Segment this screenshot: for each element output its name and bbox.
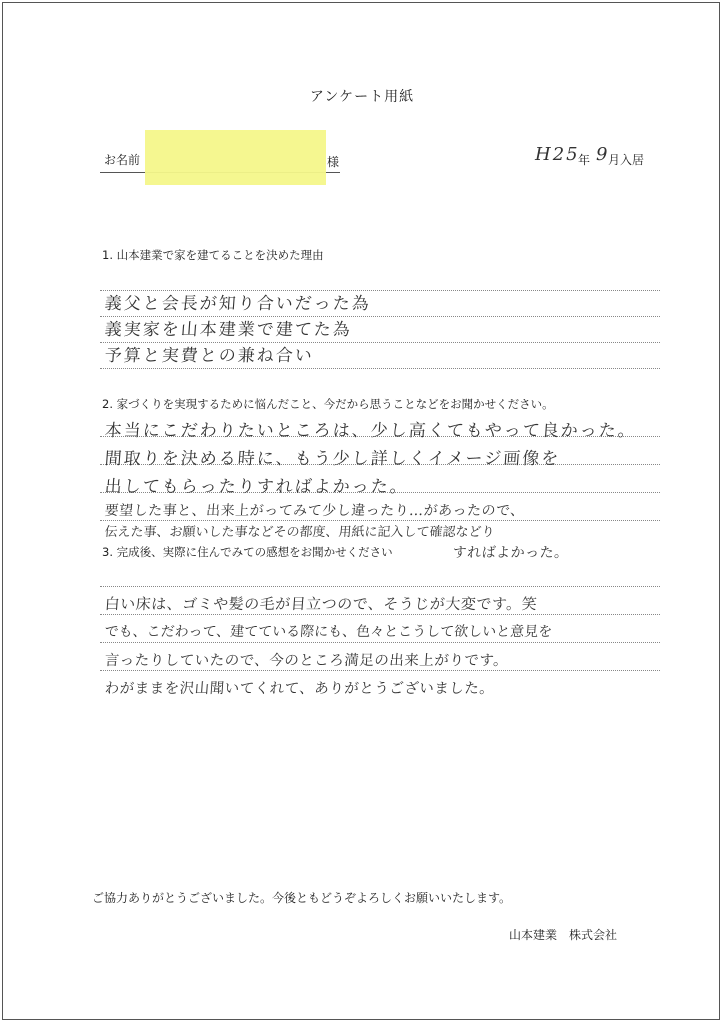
answer-rule [100, 642, 660, 643]
answer-rule [100, 670, 660, 671]
answer-2-line-5: 伝えた事、お願いした事などその都度、用紙に記入して確認などり [104, 525, 496, 540]
answer-rule [100, 586, 660, 587]
year-label: 年 [578, 153, 591, 167]
answer-1-line-1: 義父と会長が知り合いだった為 [104, 294, 372, 314]
question-3: 3. 完成後、実際に住んでみての感想をお聞かせください [102, 545, 393, 559]
move-in-era-year: H25 [535, 144, 580, 165]
answer-2-line-3: 出してもらったりすればよかった。 [104, 477, 410, 497]
answer-3-line-3: 言ったりしていたので、今のところ満足の出来上がりです。 [104, 653, 509, 669]
answer-2-line-2: 間取りを決める時に、もう少し詳しくイメージ画像を [104, 449, 561, 469]
answer-2-line-6: すればよかった。 [452, 545, 570, 561]
answer-rule [100, 368, 660, 369]
answer-3-line-2: でも、こだわって、建てている際にも、色々とこうして欲しいと意見を [104, 624, 553, 640]
form-title: アンケート用紙 [309, 89, 415, 105]
closing-message: ご協力ありがとうございました。今後ともどうぞよろしくお願いいたします。 [92, 891, 512, 905]
month-move-in-label: 月入居 [608, 153, 645, 167]
name-label: お名前 [104, 153, 141, 167]
name-suffix: 様 [327, 155, 340, 169]
answer-3-line-4: わがままを沢山聞いてくれて、ありがとうございました。 [104, 681, 495, 697]
answer-1-line-2: 義実家を山本建業で建てた為 [104, 320, 353, 340]
company-name: 山本建業 株式会社 [509, 928, 618, 942]
question-1: 1. 山本建業で家を建てることを決めた理由 [102, 248, 324, 262]
answer-3-line-1: 白い床は、ゴミや髪の毛が目立つので、そうじが大変です。笑 [104, 595, 538, 613]
answer-rule [100, 614, 660, 615]
answer-2-line-1: 本当にこだわりたいところは、少し高くてもやって良かった。 [104, 421, 638, 441]
answer-1-line-3: 予算と実費との兼ね合い [104, 346, 315, 366]
move-in-month: 9 [596, 144, 610, 165]
name-redaction-sticky-note [145, 130, 326, 185]
question-2: 2. 家づくりを実現するために悩んだこと、今だから思うことなどをお聞かせください。 [102, 397, 554, 411]
answer-2-line-4: 要望した事と、出来上がってみて少し違ったり…があったので、 [104, 503, 526, 519]
